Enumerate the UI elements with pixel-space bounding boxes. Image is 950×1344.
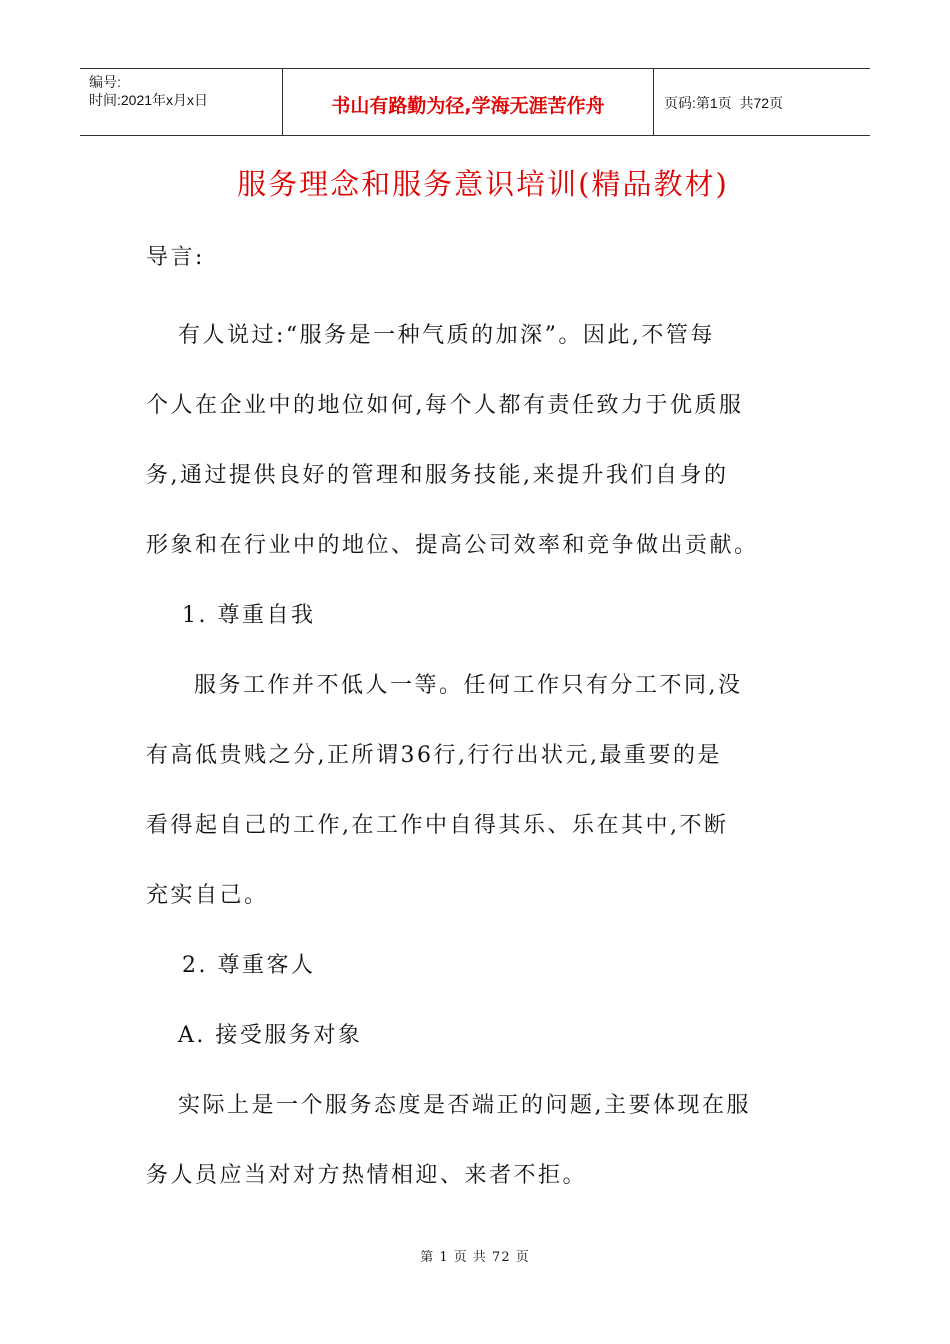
header-meta [80,69,282,135]
document-title: 服务理念和服务意识培训(精品教材) [237,167,729,201]
paragraph-line: 有人说过:“服务是一种气质的加深”。因此,不管每 [178,323,715,348]
paragraph-line: 务人员应当对对方热情相迎、来者不拒。 [146,1163,588,1188]
paragraph-line: 形象和在行业中的地位、提高公司效率和竞争做出贡献。 [146,533,759,558]
document-date: 时间:2021年x月x日 [89,92,209,108]
paragraph-line: 有高低贵贱之分,正所谓36行,行行出状元,最重要的是 [146,743,722,768]
paragraph-line: 充实自己。 [146,883,269,908]
page-count-text: 页码:第1页 共72页 [664,95,784,111]
header-motto [282,69,654,135]
page-header [80,68,870,136]
section-heading: 1. 尊重自我 [182,603,316,628]
header-page-info [654,69,870,135]
paragraph-line: 个人在企业中的地位如何,每个人都有责任致力于优质服 [146,393,744,418]
intro-heading: 导言: [146,245,205,270]
paragraph-line: 服务工作并不低人一等。任何工作只有分工不同,没 [194,673,743,698]
section-heading: 2. 尊重客人 [182,953,316,978]
paragraph-line: 实际上是一个服务态度是否端正的问题,主要体现在服 [178,1093,751,1118]
motto-text: 书山有路勤为径,学海无涯苦作舟 [331,94,605,117]
document-number-label: 编号: [89,74,121,90]
page-footer: 第 1 页 共 72 页 [420,1250,530,1265]
paragraph-line: 务,通过提供良好的管理和服务技能,来提升我们自身的 [146,463,729,488]
subsection-heading: A. 接受服务对象 [178,1023,363,1048]
paragraph-line: 看得起自己的工作,在工作中自得其乐、乐在其中,不断 [146,813,729,838]
